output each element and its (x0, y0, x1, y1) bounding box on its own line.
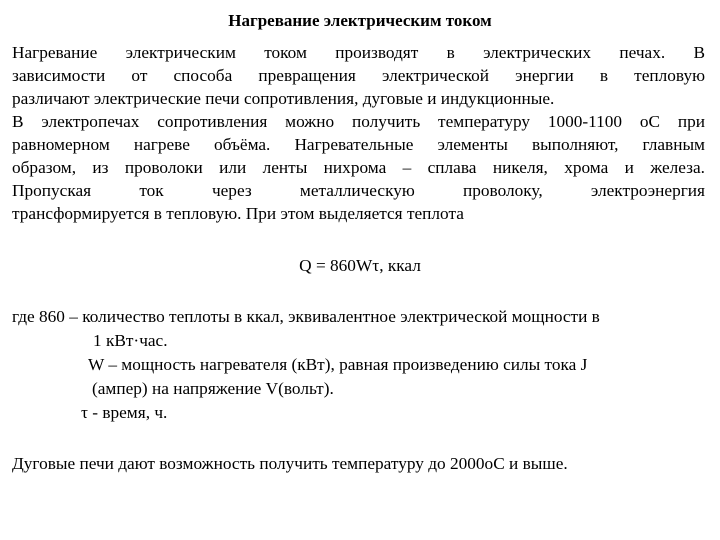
where-line: τ - время, ч. (81, 403, 168, 422)
paragraph-line: трансформируется в тепловую. При этом выделяется теплота (12, 204, 464, 223)
paragraph-line: Пропуская ток через металлическую проволоку, электроэнергия (12, 181, 705, 200)
closing-line: Дуговые печи дают возможность получить температуру до 2000oC и выше. (12, 454, 568, 473)
paragraph-line: различают электрические печи сопротивления, дуговые и индукционные. (12, 89, 555, 108)
where-line: где 860 – количество теплоты в ккал, эквивалентное электрической мощности в (12, 307, 600, 326)
document-title: Нагревание электрическим током (228, 11, 492, 30)
where-line: W – мощность нагревателя (кВт), равная произведению силы тока J (88, 355, 588, 374)
paragraph-line: В электропечах сопротивления можно получить температуру 1000-1100 oC при (12, 112, 705, 131)
paragraph-line: зависимости от способа превращения электрической энергии в тепловую (12, 66, 705, 85)
where-line: (ампер) на напряжение V(вольт). (92, 379, 334, 398)
paragraph-line: образом, из проволоки или ленты нихрома – сплава никеля, хрома и железа. (12, 158, 705, 177)
where-line: 1 кВт·час. (93, 331, 168, 350)
paragraph-line: Нагревание электрическим током производят в электрических печах. В (12, 43, 705, 62)
heat-formula: Q = 860Wτ, ккал (299, 256, 421, 275)
paragraph-line: равномерном нагреве объёма. Нагревательные элементы выполняют, главным (12, 135, 705, 154)
